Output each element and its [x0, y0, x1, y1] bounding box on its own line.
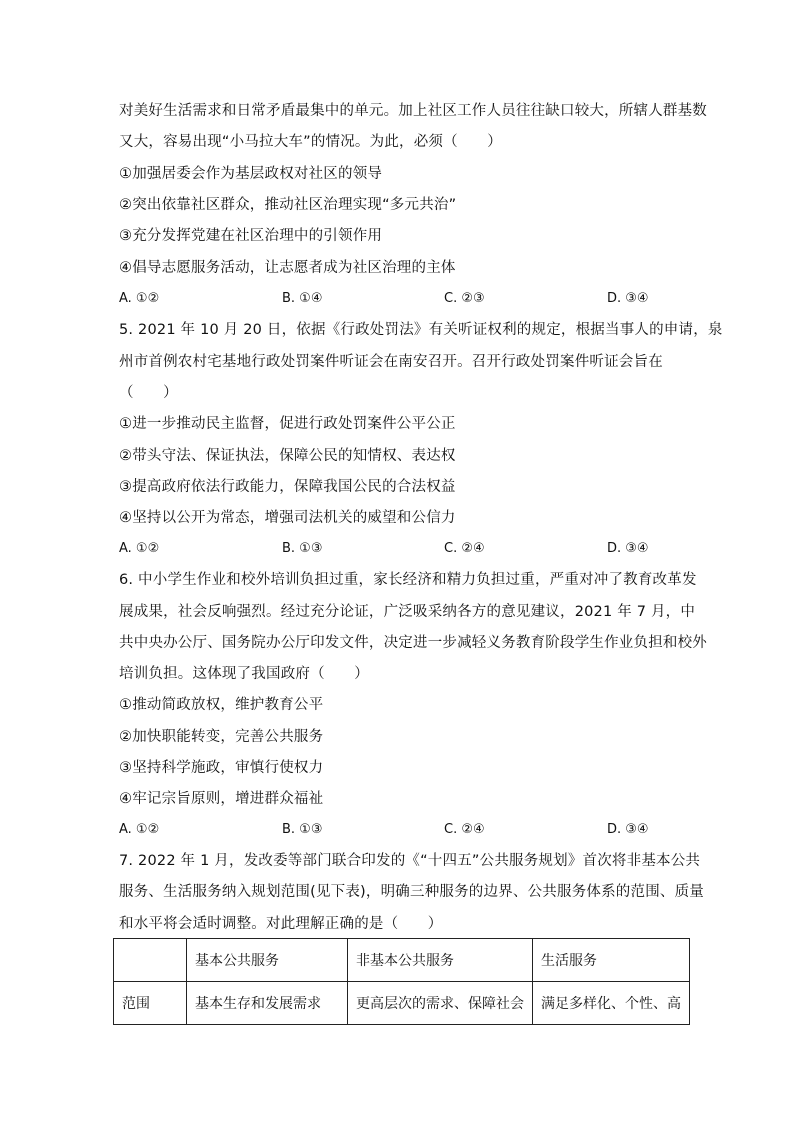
q5-stem-line-3: （ ） — [119, 385, 178, 401]
q6-stem-line-1: 6. 中小学生作业和校外培训负担过重，家长经济和精力负担过重，严重对冲了教育改革发 — [119, 572, 697, 588]
q6-stem-line-2: 展成果，社会反响强烈。经过充分论证，广泛吸采纳各方的意见建议，2021 年 7 月，中 — [119, 604, 696, 620]
q4-item-2: ②突出依靠社区群众，推动社区治理实现“多元共治” — [119, 197, 457, 213]
table-header-cell: 非基本公共服务 — [348, 939, 533, 982]
q4-item-1: ①加强居委会作为基层政权对社区的领导 — [119, 166, 383, 182]
table-cell: 基本生存和发展需求 — [187, 982, 348, 1025]
q4-option-c: C. ②③ — [444, 291, 485, 306]
table-cell: 满足多样化、个性、高 — [533, 982, 690, 1025]
q5-item-2: ②带头守法、保证执法，保障公民的知情权、表达权 — [119, 448, 456, 464]
q6-item-3: ③坚持科学施政，审慎行使权力 — [119, 760, 324, 776]
q4-option-a: A. ①② — [119, 291, 160, 306]
q7-stem-line-2: 服务、生活服务纳入规划范围(见下表)，明确三种服务的边界、公共服务体系的范围、质量 — [119, 884, 705, 900]
q4-item-3: ③充分发挥党建在社区治理中的引领作用 — [119, 228, 383, 244]
table-row — [114, 982, 690, 1025]
table-header-cell: 生活服务 — [533, 939, 690, 982]
q7-stem-line-1: 7. 2022 年 1 月，发改委等部门联合印发的《“十四五”公共服务规划》首次将非基本公共 — [119, 853, 701, 869]
q4-stem-line-1: 对美好生活需求和日常矛盾最集中的单元。加上社区工作人员往往缺口较大，所辖人群基数 — [119, 103, 707, 119]
q6-stem-line-4: 培训负担。这体现了我国政府（ ） — [119, 666, 369, 682]
q5-stem-line-1: 5. 2021 年 10 月 20 日，依据《行政处罚法》有关听证权利的规定，根据当事人的申请，泉 — [119, 322, 723, 338]
table-cell: 更高层次的需求、保障社会 — [348, 982, 533, 1025]
q5-option-b: B. ①③ — [282, 541, 323, 556]
q6-item-2: ②加快职能转变，完善公共服务 — [119, 729, 324, 745]
q4-option-d: D. ③④ — [607, 291, 649, 306]
q5-stem-line-2: 州市首例农村宅基地行政处罚案件听证会在南安召开。召开行政处罚案件听证会旨在 — [119, 354, 663, 370]
table-header-row — [114, 939, 690, 982]
q7-stem-line-3: 和水平将会适时调整。对此理解正确的是（ ） — [119, 916, 443, 932]
q6-stem-line-3: 共中央办公厅、国务院办公厅印发文件，决定进一步减轻义务教育阶段学生作业负担和校外 — [119, 635, 707, 651]
table-cell: 范围 — [114, 982, 187, 1025]
q6-option-a: A. ①② — [119, 822, 160, 837]
q4-item-4: ④倡导志愿服务活动，让志愿者成为社区治理的主体 — [119, 260, 456, 276]
q6-item-4: ④牢记宗旨原则，增进群众福祉 — [119, 791, 324, 807]
services-table — [113, 938, 690, 1025]
q4-option-b: B. ①④ — [282, 291, 323, 306]
q5-option-a: A. ①② — [119, 541, 160, 556]
q5-item-3: ③提高政府依法行政能力，保障我国公民的合法权益 — [119, 479, 456, 495]
q5-option-c: C. ②④ — [444, 541, 485, 556]
q5-option-d: D. ③④ — [607, 541, 649, 556]
table-header-cell — [114, 939, 187, 982]
q5-item-1: ①进一步推动民主监督，促进行政处罚案件公平公正 — [119, 416, 456, 432]
q6-item-1: ①推动简政放权，维护教育公平 — [119, 697, 324, 713]
q5-item-4: ④坚持以公开为常态，增强司法机关的威望和公信力 — [119, 510, 456, 526]
q6-option-d: D. ③④ — [607, 822, 649, 837]
q6-option-b: B. ①③ — [282, 822, 323, 837]
table-header-cell: 基本公共服务 — [187, 939, 348, 982]
q4-stem-line-2: 又大，容易出现“小马拉大车”的情况。为此，必须（ ） — [119, 134, 502, 150]
q6-option-c: C. ②④ — [444, 822, 485, 837]
